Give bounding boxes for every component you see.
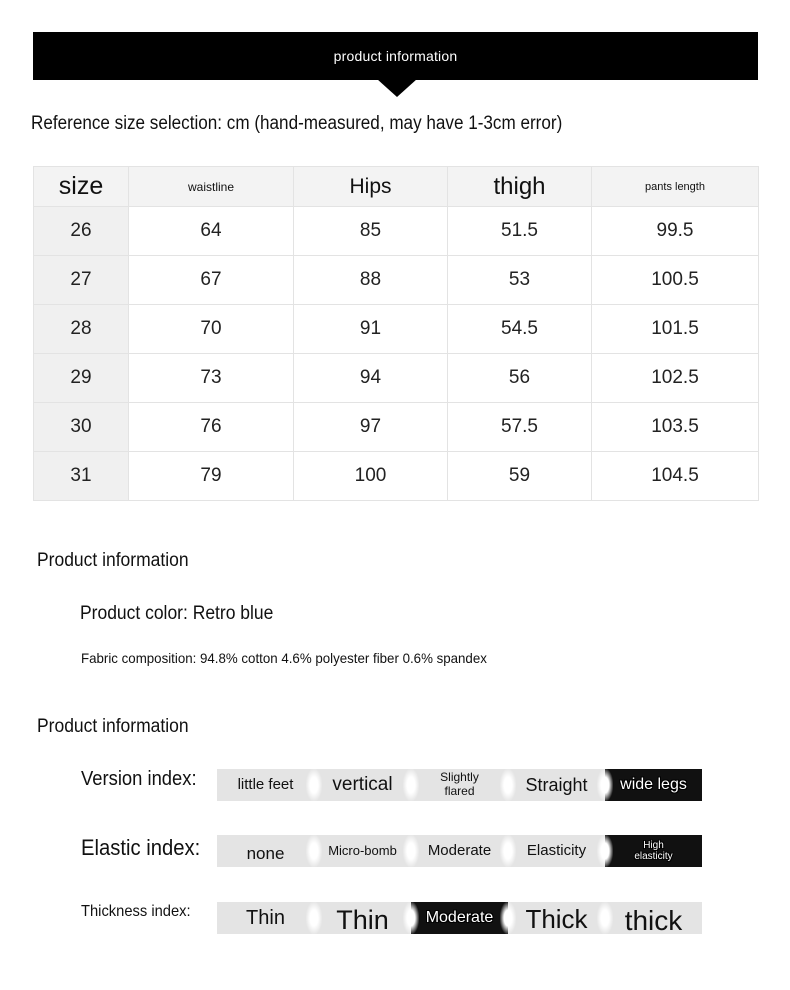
thickness-index-label: Thickness index: [81,903,191,920]
cell-thigh: 56 [448,354,592,403]
cell-pants-length: 101.5 [592,305,759,354]
size-table [33,166,759,501]
table-row [34,256,759,305]
table-row [34,403,759,452]
cell-size: 30 [34,403,129,452]
cell-hips: 85 [294,207,448,256]
cell-hips: 94 [294,354,448,403]
cell-size: 29 [34,354,129,403]
elastic-option-micro-bomb: Micro-bomb [314,835,411,867]
elastic-option-elasticity: Elasticity [508,835,605,867]
cell-pants-length: 104.5 [592,452,759,501]
cell-pants-length: 103.5 [592,403,759,452]
cell-hips: 91 [294,305,448,354]
header-pants-length: pants length [592,167,759,207]
banner-notch [377,79,417,97]
product-information-heading: Product information [37,550,189,571]
cell-size: 28 [34,305,129,354]
thickness-option-thick-2: thick [605,902,702,934]
size-table-header-row [34,167,759,207]
cell-waistline: 73 [129,354,294,403]
header-size: size [34,167,129,207]
cell-waistline: 67 [129,256,294,305]
version-index-label: Version index: [81,768,197,790]
table-row [34,207,759,256]
cell-size: 26 [34,207,129,256]
reference-size-title: Reference size selection: cm (hand-measured, may have 1-3cm error) [31,113,563,134]
elastic-option-high-elasticity-selected: High elasticity [605,835,702,867]
elastic-option-none: none [217,835,314,867]
thickness-option-thick: Thick [508,902,605,934]
cell-hips: 97 [294,403,448,452]
table-row [34,305,759,354]
cell-pants-length: 99.5 [592,207,759,256]
fabric-composition-text: Fabric composition: 94.8% cotton 4.6% polyester fiber 0.6% spandex [81,650,487,666]
cell-waistline: 79 [129,452,294,501]
version-option-little-feet: little feet [217,769,314,801]
cell-pants-length: 102.5 [592,354,759,403]
version-index-bar [217,769,702,801]
version-option-slightly-flared: Slightly flared [411,769,508,801]
cell-thigh: 57.5 [448,403,592,452]
version-option-wide-legs-selected: wide legs [605,769,702,801]
thickness-option-moderate-selected: Moderate [411,902,508,934]
cell-thigh: 59 [448,452,592,501]
thickness-option-thin-2: Thin [314,902,411,934]
cell-thigh: 53 [448,256,592,305]
version-option-straight: Straight [508,769,605,801]
cell-waistline: 70 [129,305,294,354]
header-hips: Hips [294,167,448,207]
cell-waistline: 76 [129,403,294,452]
thickness-option-thin-1: Thin [217,902,314,934]
elastic-option-moderate: Moderate [411,835,508,867]
cell-pants-length: 100.5 [592,256,759,305]
thickness-index-bar [217,902,702,934]
cell-size: 27 [34,256,129,305]
product-information-heading-2: Product information [37,716,189,737]
table-row [34,354,759,403]
cell-size: 31 [34,452,129,501]
cell-waistline: 64 [129,207,294,256]
cell-hips: 100 [294,452,448,501]
elastic-index-bar [217,835,702,867]
cell-hips: 88 [294,256,448,305]
cell-thigh: 54.5 [448,305,592,354]
header-waistline: waistline [129,167,294,207]
table-row [34,452,759,501]
banner-title: product information [333,48,458,64]
version-option-vertical: vertical [314,769,411,801]
header-thigh: thigh [448,167,592,207]
elastic-index-label: Elastic index: [81,835,201,860]
product-information-banner [33,32,758,80]
cell-thigh: 51.5 [448,207,592,256]
product-color-text: Product color: Retro blue [80,603,274,624]
